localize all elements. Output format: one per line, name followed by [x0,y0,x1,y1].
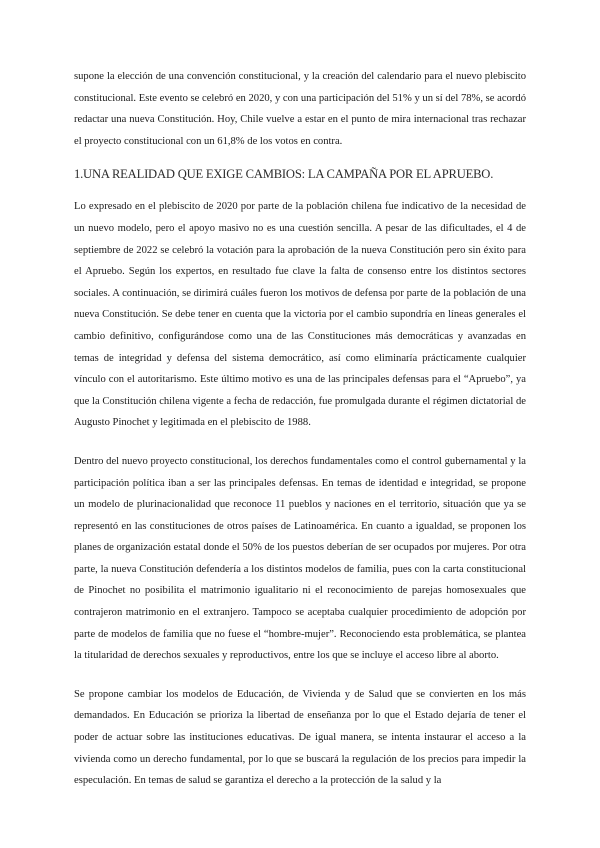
intro-paragraph: supone la elección de una convención constitucional, y la creación del calendario para el nuevo plebiscito constitucional. Este evento se celebró en 2020, y con una participación del 51% y un sí del 78%, se acordó redactar una nueva Constitución. Hoy, Chile vuelve a estar en el punto de mira internacional tras rechazar el proyecto constitucional con un 61,8% de los votos en contra. [74,71,526,147]
paragraph-fundamental-rights: Dentro del nuevo proyecto constitucional, los derechos fundamentales como el control gubernamental y la participación política iban a ser las principales defensas. En temas de identidad e integridad, se propone un modelo de plurinacionalidad que reconoce 11 pueblos y naciones en el territorio, situación que ya se representó en las constituciones de otros países de Latinoamérica. En cuanto a igualdad, se proponen los planes de organización estatal donde el 50% de los puestos deberían de ser ocupados por mujeres. Por otra parte, la nueva Constitución defendería a los distintos modelos de familia, pues con la carta constitucional de Pinochet no posibilita el matrimonio igualitario ni el reconocimiento de parejas homosexuales que contrajeron matrimonio en el extranjero. Tampoco se aceptaba cualquier procedimiento de adopción por parte de modelos de familia que no fuese el “hombre-mujer”. Reconociendo esta problemática, se plantea la titularidad de derechos sexuales y reproductivos, entre los que se incluye el acceso libre al aborto. [74,455,526,662]
document-page [74,66,526,792]
paragraph-apruebo-campaign: Lo expresado en el plebiscito de 2020 por parte de la población chilena fue indicativo de la necesidad de un nuevo modelo, pero el apoyo masivo no es una cuestión sencilla. A pesar de las dificultades, el 4 de septiembre de 2022 se celebró la votación para la aprobación de la nueva Constitución pero sin éxito para el Apruebo. Según los expertos, en resultado fue clave la falta de consenso entre los distintos sectores sociales. A continuación, se dirimirá cuáles fueron los motivos de defensa por parte de la población de una nueva Constitución. Se debe tener en cuenta que la victoria por el cambio supondría en líneas generales el cambio definitivo, configurándose como una de las Constituciones más democráticas y avanzadas en temas de integridad y defensa del sistema democrático, así como eliminaría prácticamente cualquier vínculo con el autoritarismo. Este último motivo es una de las principales defensas para el “Apruebo”, ya que la Constitución chilena vigente a fecha de redacción, fue promulgada durante el régimen dictatorial de Augusto Pinochet y legitimada en el plebiscito de 1988. [74,201,526,429]
section-heading: 1.UNA REALIDAD QUE EXIGE CAMBIOS: LA CAMPAÑA POR EL APRUEBO. [74,167,494,182]
paragraph-education-housing-health: Se propone cambiar los modelos de Educación, de Vivienda y de Salud que se convierten en los más demandados. En Educación se prioriza la libertad de enseñanza por lo que el Estado dejaría de tener el poder de actuar sobre las instituciones educativas. De igual manera, se intenta instaurar el acceso a la vivienda como un derecho fundamental, por lo que se buscará la regulación de los precios para impedir la especulación. En temas de salud se garantiza el derecho a la protección de la salud y la [74,688,526,787]
